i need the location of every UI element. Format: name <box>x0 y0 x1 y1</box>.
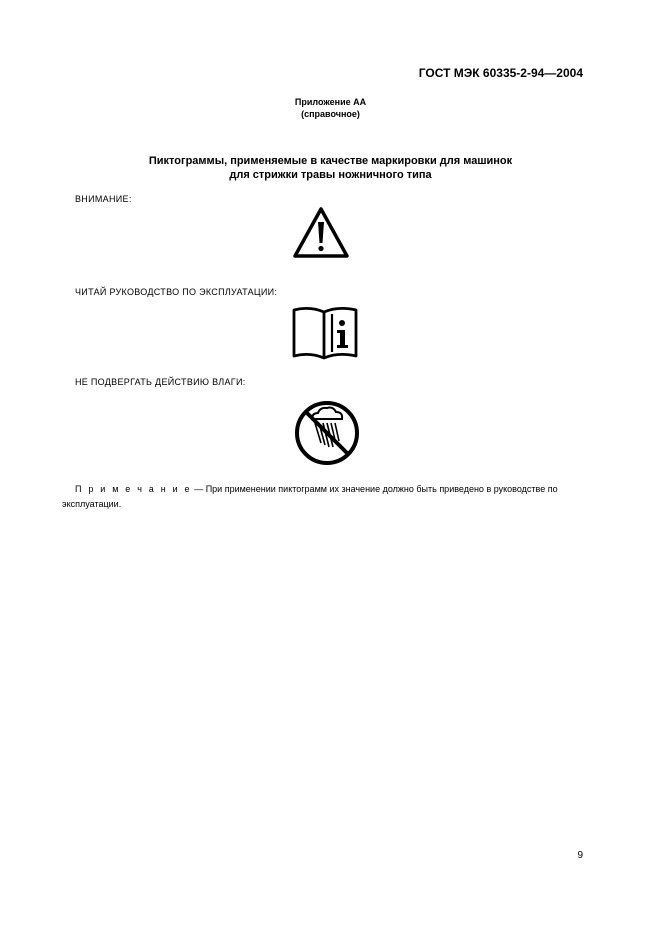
annex-subtitle: (справочное) <box>301 109 360 119</box>
note-prefix: П р и м е ч а н и е <box>75 484 192 494</box>
page-title-line-1: Пиктограммы, применяемые в качестве маркировки для машинок <box>148 155 513 167</box>
warning-triangle-icon <box>290 203 360 267</box>
page-number: 9 <box>577 850 583 861</box>
pictogram-label-manual: ЧИТАЙ РУКОВОДСТВО ПО ЭКСПЛУАТАЦИИ: <box>75 287 278 297</box>
pictogram-label-warning: ВНИМАНИЕ: <box>75 194 132 204</box>
page-title <box>0 154 661 182</box>
note-text: — При применении пиктограмм их значение должно быть приведено в руководстве по эксплуатации. <box>62 484 558 509</box>
read-manual-icon <box>290 306 360 370</box>
page-title-line-2: для стрижки травы ножничного типа <box>229 169 432 181</box>
standard-designation: ГОСТ МЭК 60335-2-94—2004 <box>418 66 583 80</box>
annex-title: Приложение АА <box>294 97 367 107</box>
no-moisture-icon <box>290 399 360 463</box>
annex-heading <box>0 96 661 120</box>
pictogram-label-moisture: НЕ ПОДВЕРГАТЬ ДЕЙСТВИЮ ВЛАГИ: <box>75 377 246 387</box>
note <box>62 482 582 512</box>
